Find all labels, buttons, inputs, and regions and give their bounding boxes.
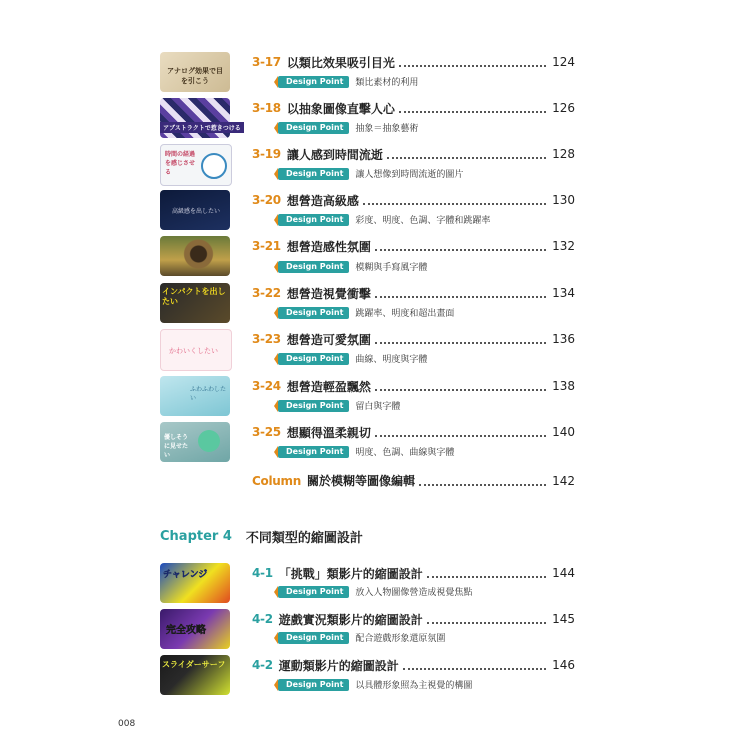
design-point-text: 以具體形象照為主視覺的構圖 (355, 681, 473, 691)
design-point-badge: Design Point (278, 353, 349, 365)
page-number: 140 (552, 425, 575, 439)
design-point-row (278, 352, 427, 365)
design-point-row (278, 260, 427, 273)
section-number: 4-2 (252, 612, 273, 626)
design-point-badge: Design Point (278, 168, 349, 180)
toc-entry-4-1 (160, 563, 575, 605)
thumbnail-image (160, 655, 230, 695)
section-title: 想營造輕盈飄然 (286, 379, 371, 394)
thumbnail-text: 高級感を出したい (172, 208, 221, 215)
design-point-badge: Design Point (278, 214, 349, 226)
design-point-badge: Design Point (278, 446, 349, 458)
page-number: 144 (552, 566, 575, 580)
section-title: 以抽象圖像直擊人心 (286, 101, 395, 116)
column-label: Column (252, 473, 301, 488)
design-point-badge: Design Point (278, 679, 349, 691)
chapter-title: 不同類型的縮圖設計 (245, 531, 363, 546)
design-point-text: 抽象＝抽象藝術 (355, 124, 419, 134)
section-number: 4-1 (252, 566, 273, 580)
section-number: 3-17 (252, 55, 281, 69)
design-point-text: 明度、色調、曲線與字體 (355, 448, 455, 458)
section-title: 想營造可愛氛圍 (286, 332, 371, 347)
design-point-text: 跳躍率、明度和超出畫面 (355, 309, 455, 319)
design-point-row (278, 213, 490, 226)
toc-entry-4-2-game (160, 609, 575, 651)
thumbnail-text: アナログ効果で目を引こう (167, 67, 223, 85)
section-number: 3-20 (252, 193, 281, 207)
section-title: 遊戲實況類影片的縮圖設計 (278, 612, 423, 627)
thumbnail-image (160, 376, 230, 416)
page-number: 136 (552, 332, 575, 346)
section-number: 3-21 (252, 239, 281, 253)
design-point-badge: Design Point (278, 632, 349, 644)
section-title: 想顯得溫柔親切 (286, 425, 371, 440)
thumbnail-image (160, 283, 230, 323)
leader-dots (399, 103, 546, 113)
thumbnail-image (160, 236, 230, 276)
section-title: 想營造感性氛圍 (286, 239, 371, 254)
leader-dots (427, 614, 546, 624)
thumbnail-image (160, 422, 230, 462)
design-point-text: 類比素材的利用 (355, 78, 419, 88)
design-point-badge: Design Point (278, 586, 349, 598)
design-point-row (278, 445, 454, 458)
page-folio: 008 (118, 719, 136, 729)
leader-dots (375, 241, 546, 251)
section-title: 想營造高級感 (286, 193, 359, 208)
leader-dots (427, 568, 546, 578)
thumbnail-text: チャレンジ (163, 570, 208, 580)
page-number: 142 (552, 473, 575, 488)
page-number: 134 (552, 286, 575, 300)
leader-dots (419, 476, 546, 486)
section-number: 3-22 (252, 286, 281, 300)
section-title: 讓人感到時間流逝 (286, 147, 383, 162)
thumbnail-text: インパクトを出したい (162, 287, 226, 306)
design-point-text: 彩度、明度、色調、字體和跳躍率 (355, 216, 491, 226)
thumbnail-text: 時間の経過を感じさせる (165, 151, 196, 176)
smiley-icon (198, 430, 220, 452)
design-point-badge: Design Point (278, 261, 349, 273)
section-title: 以類比效果吸引目光 (286, 55, 395, 70)
design-point-row (278, 678, 472, 691)
design-point-row (278, 167, 463, 180)
leader-dots (387, 149, 546, 159)
leader-dots (375, 334, 546, 344)
section-number: 4-2 (252, 658, 273, 672)
clock-icon (201, 153, 227, 179)
design-point-text: 讓人想像到時間流逝的圖片 (355, 170, 464, 180)
design-point-text: 放入人物圖像營造成視覺焦點 (355, 588, 473, 598)
section-title: 運動類影片的縮圖設計 (278, 658, 399, 673)
leader-dots (363, 195, 546, 205)
chapter-label: Chapter 4 (160, 529, 232, 544)
section-number: 3-19 (252, 147, 281, 161)
design-point-row (278, 306, 454, 319)
page-number: 126 (552, 101, 575, 115)
leader-dots (399, 57, 546, 67)
design-point-row (278, 75, 418, 88)
leader-dots (375, 427, 546, 437)
page-number: 124 (552, 55, 575, 69)
thumbnail-text: スライダーサーフ (162, 660, 226, 669)
page-number: 128 (552, 147, 575, 161)
thumbnail-image (160, 190, 230, 230)
column-title: 關於模糊等圖像編輯 (306, 474, 415, 488)
leader-dots (375, 288, 546, 298)
design-point-row (278, 585, 472, 598)
thumbnail-image (160, 98, 241, 138)
thumbnail-text: 優しそうに見せたい (164, 434, 189, 459)
thumbnail-image (160, 52, 230, 92)
section-title: 想營造視覺衝擊 (286, 286, 371, 301)
page-number: 138 (552, 379, 575, 393)
design-point-badge: Design Point (278, 307, 349, 319)
thumbnail-text: ふわふわしたい (190, 386, 227, 402)
design-point-row (278, 631, 445, 644)
thumbnail-text: アブストラクトで惹きつける (160, 122, 244, 133)
chapter-heading (160, 527, 363, 546)
design-point-text: 配合遊戲形象還原氛圍 (355, 634, 446, 644)
section-number: 3-24 (252, 379, 281, 393)
section-number: 3-23 (252, 332, 281, 346)
section-number: 3-25 (252, 425, 281, 439)
thumbnail-text: かわいくしたい (169, 347, 218, 355)
section-number: 3-18 (252, 101, 281, 115)
design-point-badge: Design Point (278, 400, 349, 412)
design-point-text: 曲線、明度與字體 (355, 355, 428, 365)
thumbnail-text: 完全攻略 (166, 625, 206, 636)
design-point-badge: Design Point (278, 76, 349, 88)
section-title: 「挑戰」類影片的縮圖設計 (278, 566, 423, 581)
leader-dots (403, 660, 546, 670)
thumbnail-image (160, 144, 232, 186)
leader-dots (375, 381, 546, 391)
page-number: 130 (552, 193, 575, 207)
design-point-text: 留白與字體 (355, 402, 401, 412)
toc-entry-column (252, 472, 575, 489)
page-number: 146 (552, 658, 575, 672)
page-number: 132 (552, 239, 575, 253)
thumbnail-image (160, 329, 232, 371)
page-number: 145 (552, 612, 575, 626)
design-point-row (278, 399, 400, 412)
design-point-row (278, 121, 418, 134)
thumbnail-image (160, 563, 230, 603)
design-point-badge: Design Point (278, 122, 349, 134)
thumbnail-image (160, 609, 230, 649)
design-point-text: 模糊與手寫風字體 (355, 263, 428, 273)
